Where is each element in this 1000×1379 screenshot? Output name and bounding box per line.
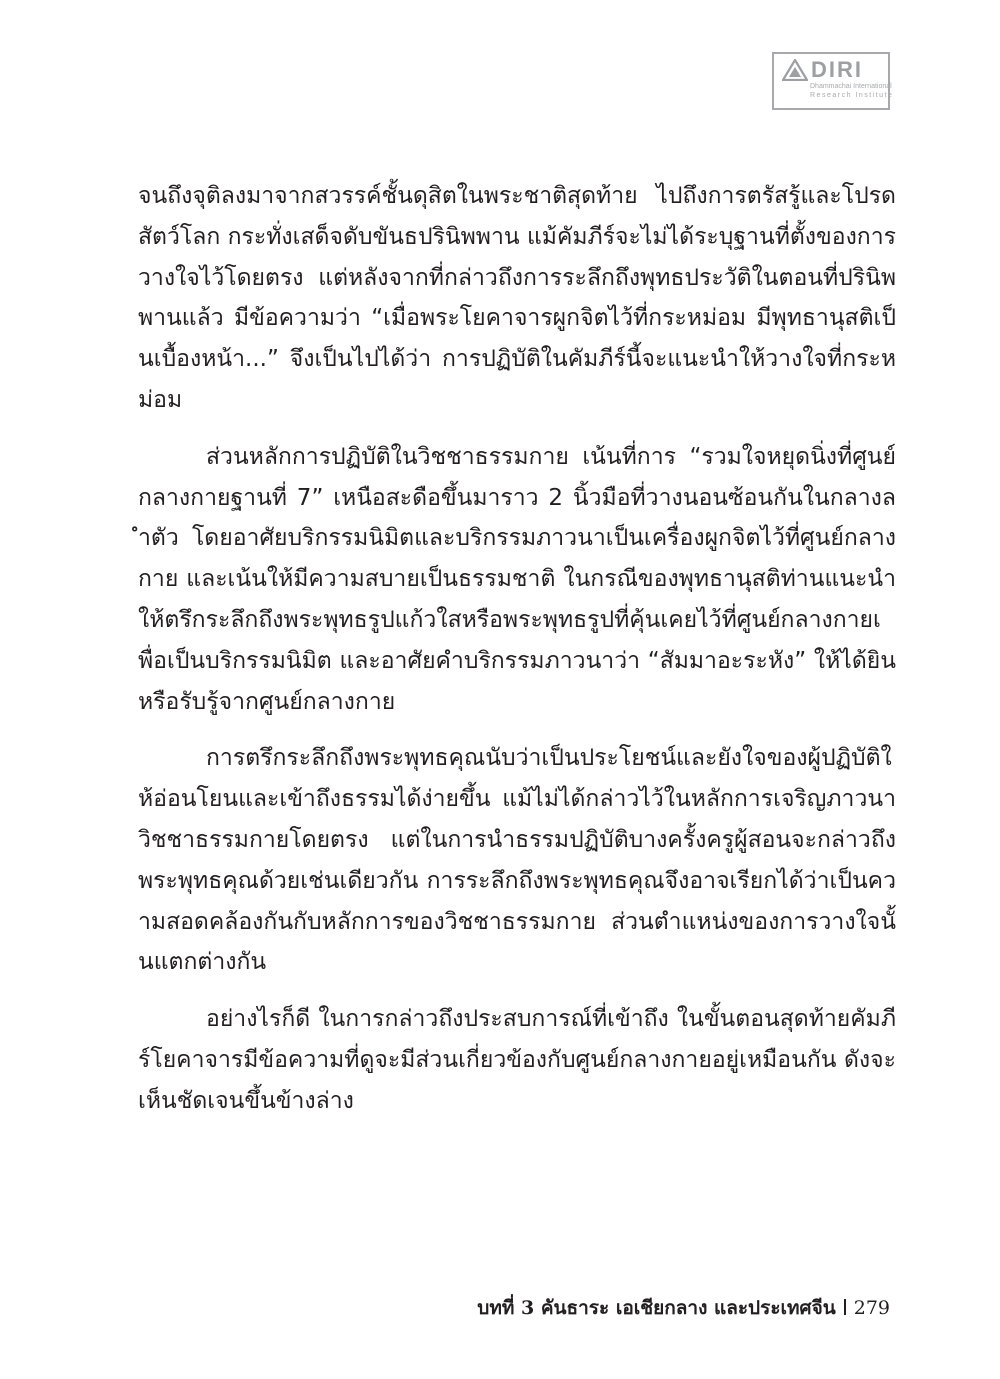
paragraph-3: การตรึกระลึกถึงพระพุทธคุณนับว่าเป็นประโยชน์และยังใจของผู้ปฏิบัติให้อ่อนโยนและเข้าถึงธรรมได้ง่ายขึ้น แม้ไม่ได้กล่าวไว้ในหลักการเจริญภาวนาวิชชาธรรมกายโดยตรง แต่ในการนำธรรมปฏิบัติบางครั้งครูผู้สอนจะกล่าวถึงพระพุทธคุณด้วยเช่นเดียวกัน การระลึกถึงพระพุทธคุณจึงอาจเรียกได้ว่าเป็นความสอดคล้องกันกับหลักการของวิชชาธรรมกาย ส่วนตำแหน่งของการวางใจนั้นแตกต่างกัน (138, 745, 896, 976)
logo-subtitle-line2: Research Institute (810, 92, 894, 99)
logo-name: DIRI (811, 57, 863, 82)
logo-subtitle-line1: Dhammachai International (810, 83, 892, 90)
page-footer (477, 1293, 890, 1323)
footer-divider (844, 1299, 846, 1315)
paragraph-4: อย่างไรก็ดี ในการกล่าวถึงประสบการณ์ที่เข้าถึง ในขั้นตอนสุดท้ายคัมภีร์โยคาจารมีข้อความที่ดูจะมีส่วนเกี่ยวข้องกับศูนย์กลางกายอยู่เหมือนกัน ดังจะเห็นชัดเจนขึ้นข้างล่าง (138, 1006, 896, 1114)
chapter-title: บทที่ 3 คันธาระ เอเชียกลาง และประเทศจีน (477, 1297, 836, 1319)
logo-top-row (782, 58, 882, 82)
diri-logo (772, 52, 894, 110)
body-text (138, 176, 896, 1138)
paragraph-2: ส่วนหลักการปฏิบัติในวิชชาธรรมกาย เน้นที่การ “รวมใจหยุดนิ่งที่ศูนย์กลางกายฐานที่ 7” เหนือสะดือขึ้นมาราว 2 นิ้วมือที่วางนอนซ้อนกันในกลางลำตัว โดยอาศัยบริกรรมนิมิตและบริกรรมภาวนาเป็นเครื่องผูกจิตไว้ที่ศูนย์กลางกาย และเน้นให้มีความสบายเป็นธรรมชาติ ในกรณีของพุทธานุสติท่านแนะนำให้ตรึกระลึกถึงพระพุทธรูปแก้วใสหรือพระพุทธรูปที่คุ้นเคยไว้ที่ศูนย์กลางกายเพื่อเป็นบริกรรมนิมิต และอาศัยคำบริกรรมภาวนาว่า “สัมมาอะระหัง” ให้ได้ยินหรือรับรู้จากศูนย์กลางกาย (138, 443, 896, 715)
page-number: 279 (853, 1297, 890, 1319)
triangle-icon (782, 59, 808, 81)
paragraph-1: จนถึงจุติลงมาจากสวรรค์ชั้นดุสิตในพระชาติสุดท้าย ไปถึงการตรัสรู้และโปรดสัตว์โลก กระทั่งเสด็จดับขันธปรินิพพาน แม้คัมภีร์จะไม่ได้ระบุฐานที่ตั้งของการวางใจไว้โดยตรง แต่หลังจากที่กล่าวถึงการระลึกถึงพุทธประวัติในตอนที่ปรินิพพานแล้ว มีข้อความว่า “เมื่อพระโยคาจารผูกจิตไว้ที่กระหม่อม มีพุทธานุสติเป็นเบื้องหน้า...” จึงเป็นไปได้ว่า การปฏิบัติในคัมภีร์นี้จะแนะนำให้วางใจที่กระหม่อม (138, 183, 896, 413)
